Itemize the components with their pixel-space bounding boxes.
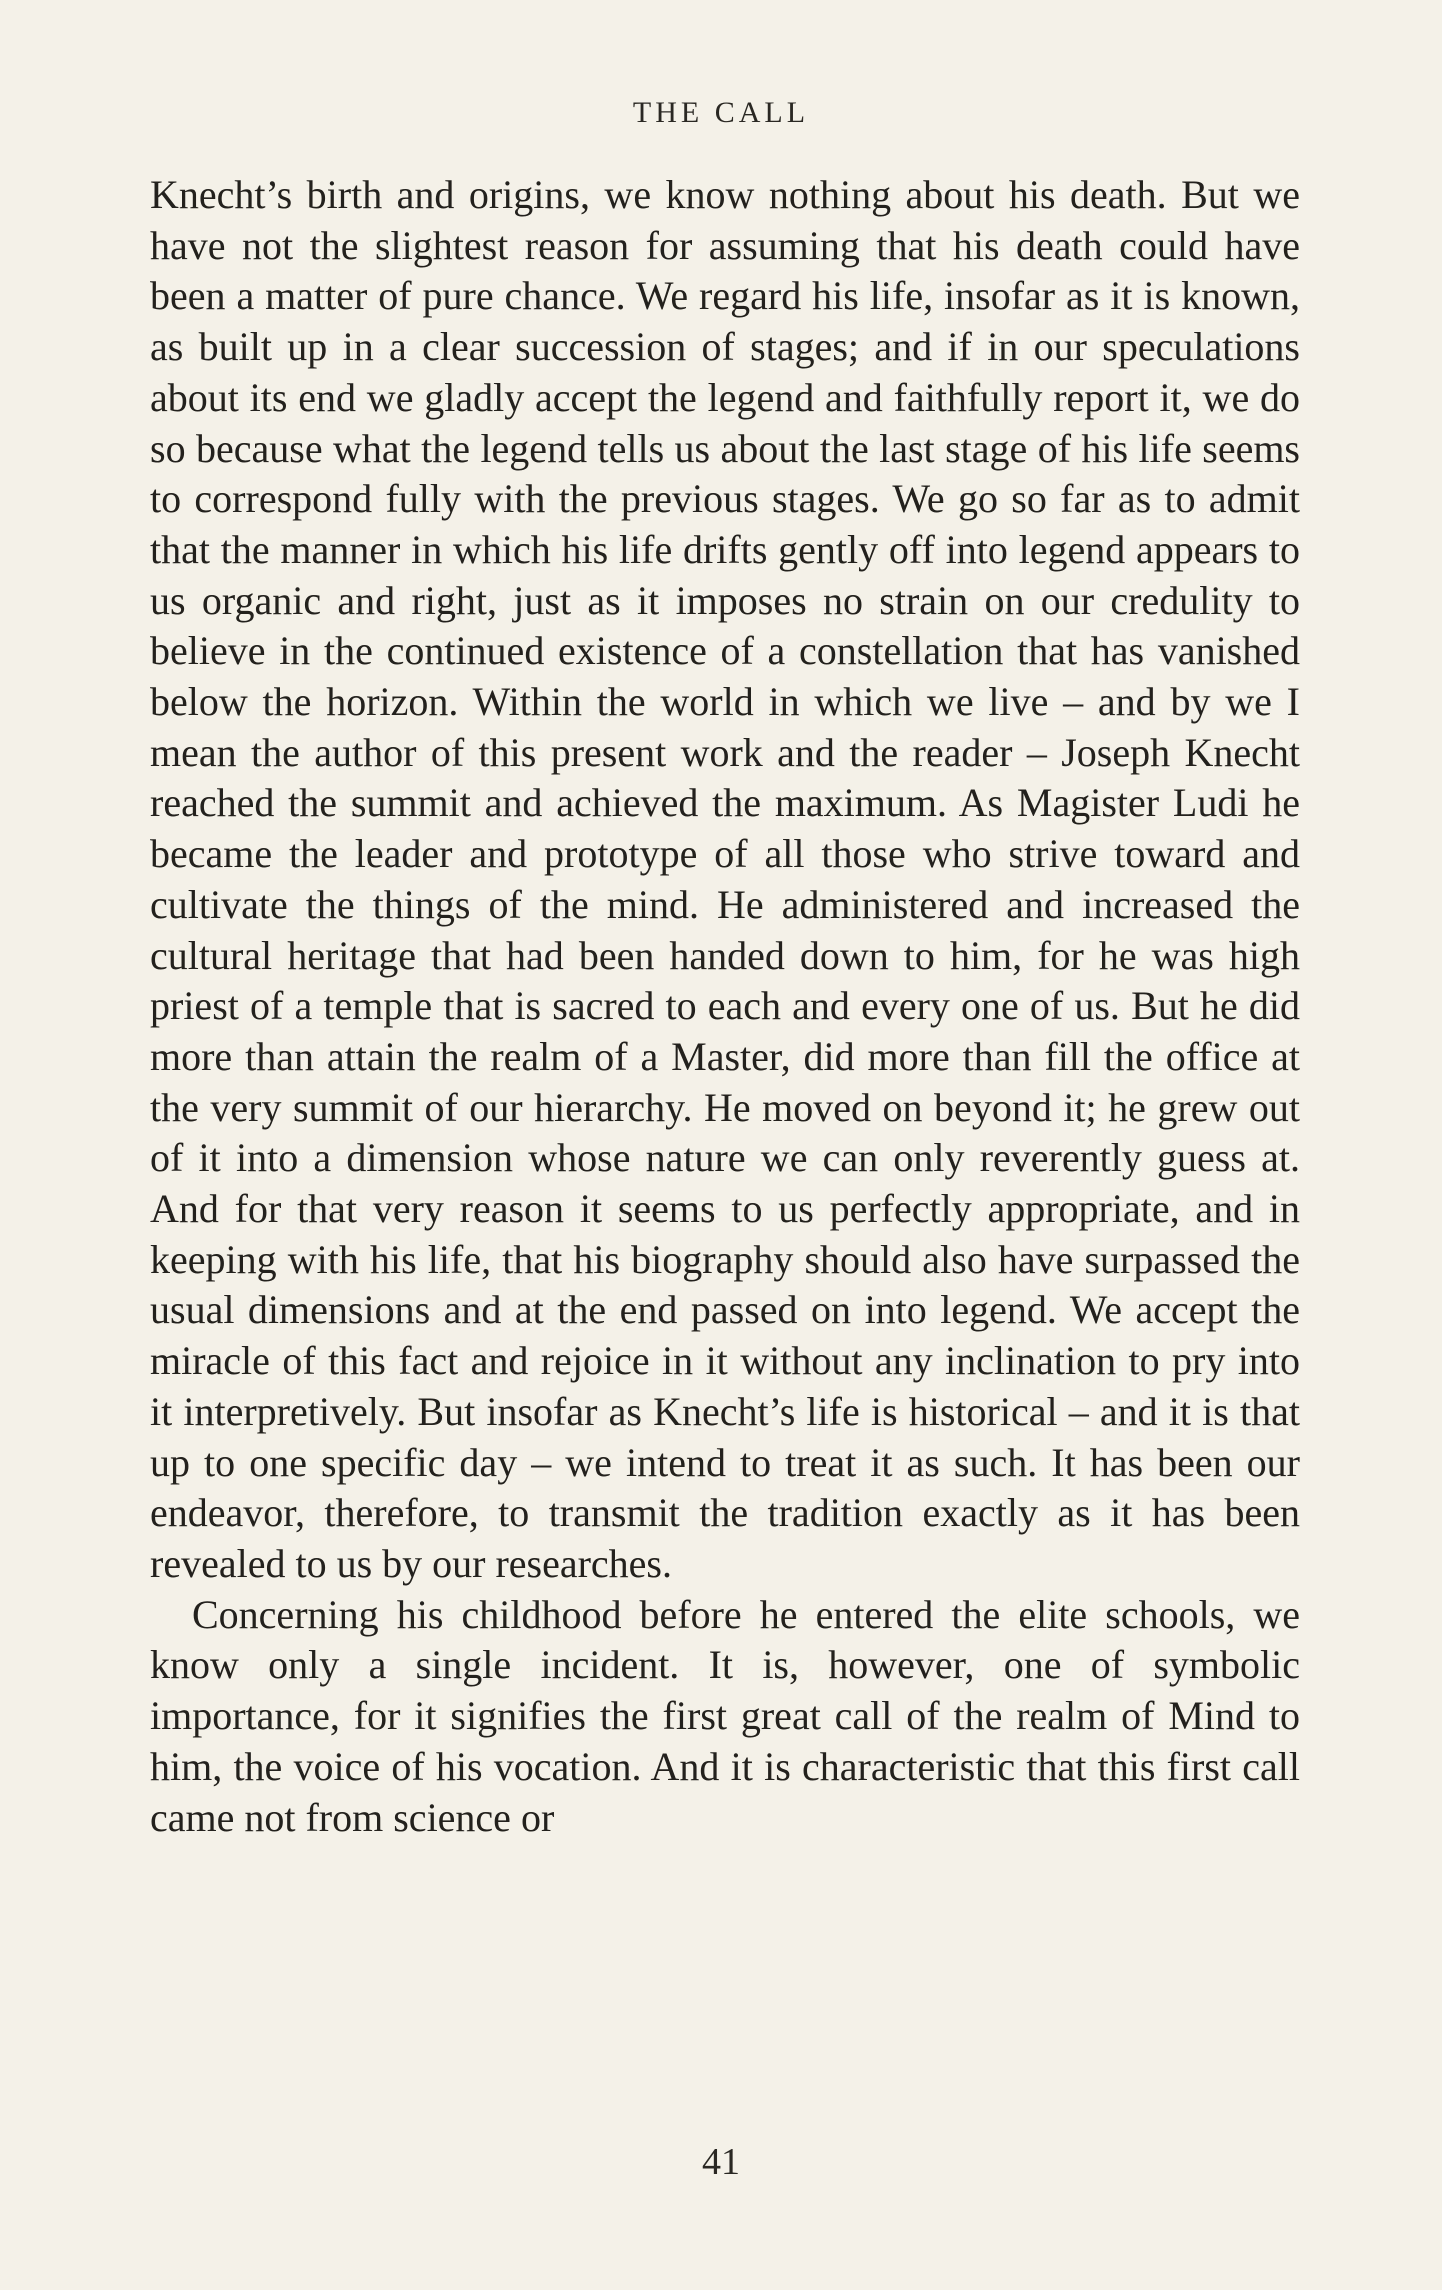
page-number: 41	[702, 2141, 740, 2183]
paragraph-1: Knecht’s birth and origins, we know nothing about his death. But we have not the slightest reason for assuming that his death could have been a matter of pure chance. We regard his life, insofar as it is known, as built up in a clear succession of stages; and if in our speculations about its end we gladly accept the legend and faithfully report it, we do so because what the legend tells us about the last stage of his life seems to correspond fully with the previous stages. We go so far as to admit that the manner in which his life drifts gently off into legend appears to us organic and right, just as it imposes no strain on our credulity to believe in the continued existence of a constellation that has vanished below the horizon. Within the world in which we live – and by we I mean the author of this present work and the reader – Joseph Knecht reached the summit and achieved the maximum. As Magister Ludi he became the leader and prototype of all those who strive toward and cultivate the things of the mind. He administered and increased the cultural heritage that had been handed down to him, for he was high priest of a temple that is sacred to each and every one of us. But he did more than attain the realm of a Master, did more than fill the office at the very summit of our hierarchy. He moved on beyond it; he grew out of it into a dimension whose nature we can only reverently guess at. And for that very reason it seems to us perfectly appropriate, and in keeping with his life, that his biography should also have surpassed the usual dimensions and at the end passed on into legend. We accept the miracle of this fact and rejoice in it without any inclination to pry into it interpretively. But insofar as Knecht’s life is historical – and it is that up to one specific day – we intend to treat it as such. It has been our endeavor, therefore, to transmit the tradition exactly as it has been revealed to us by our researches.	[150, 172, 1300, 1586]
paragraph-2: Concerning his childhood before he entered the elite schools, we know only a single incident. It is, however, one of symbolic importance, for it signifies the first great call of the realm of Mind to him, the voice of his vocation. And it is characteristic that this first call came not from science or	[150, 1591, 1300, 1840]
body-text	[150, 170, 1300, 1843]
running-head: THE CALL	[632, 96, 810, 129]
